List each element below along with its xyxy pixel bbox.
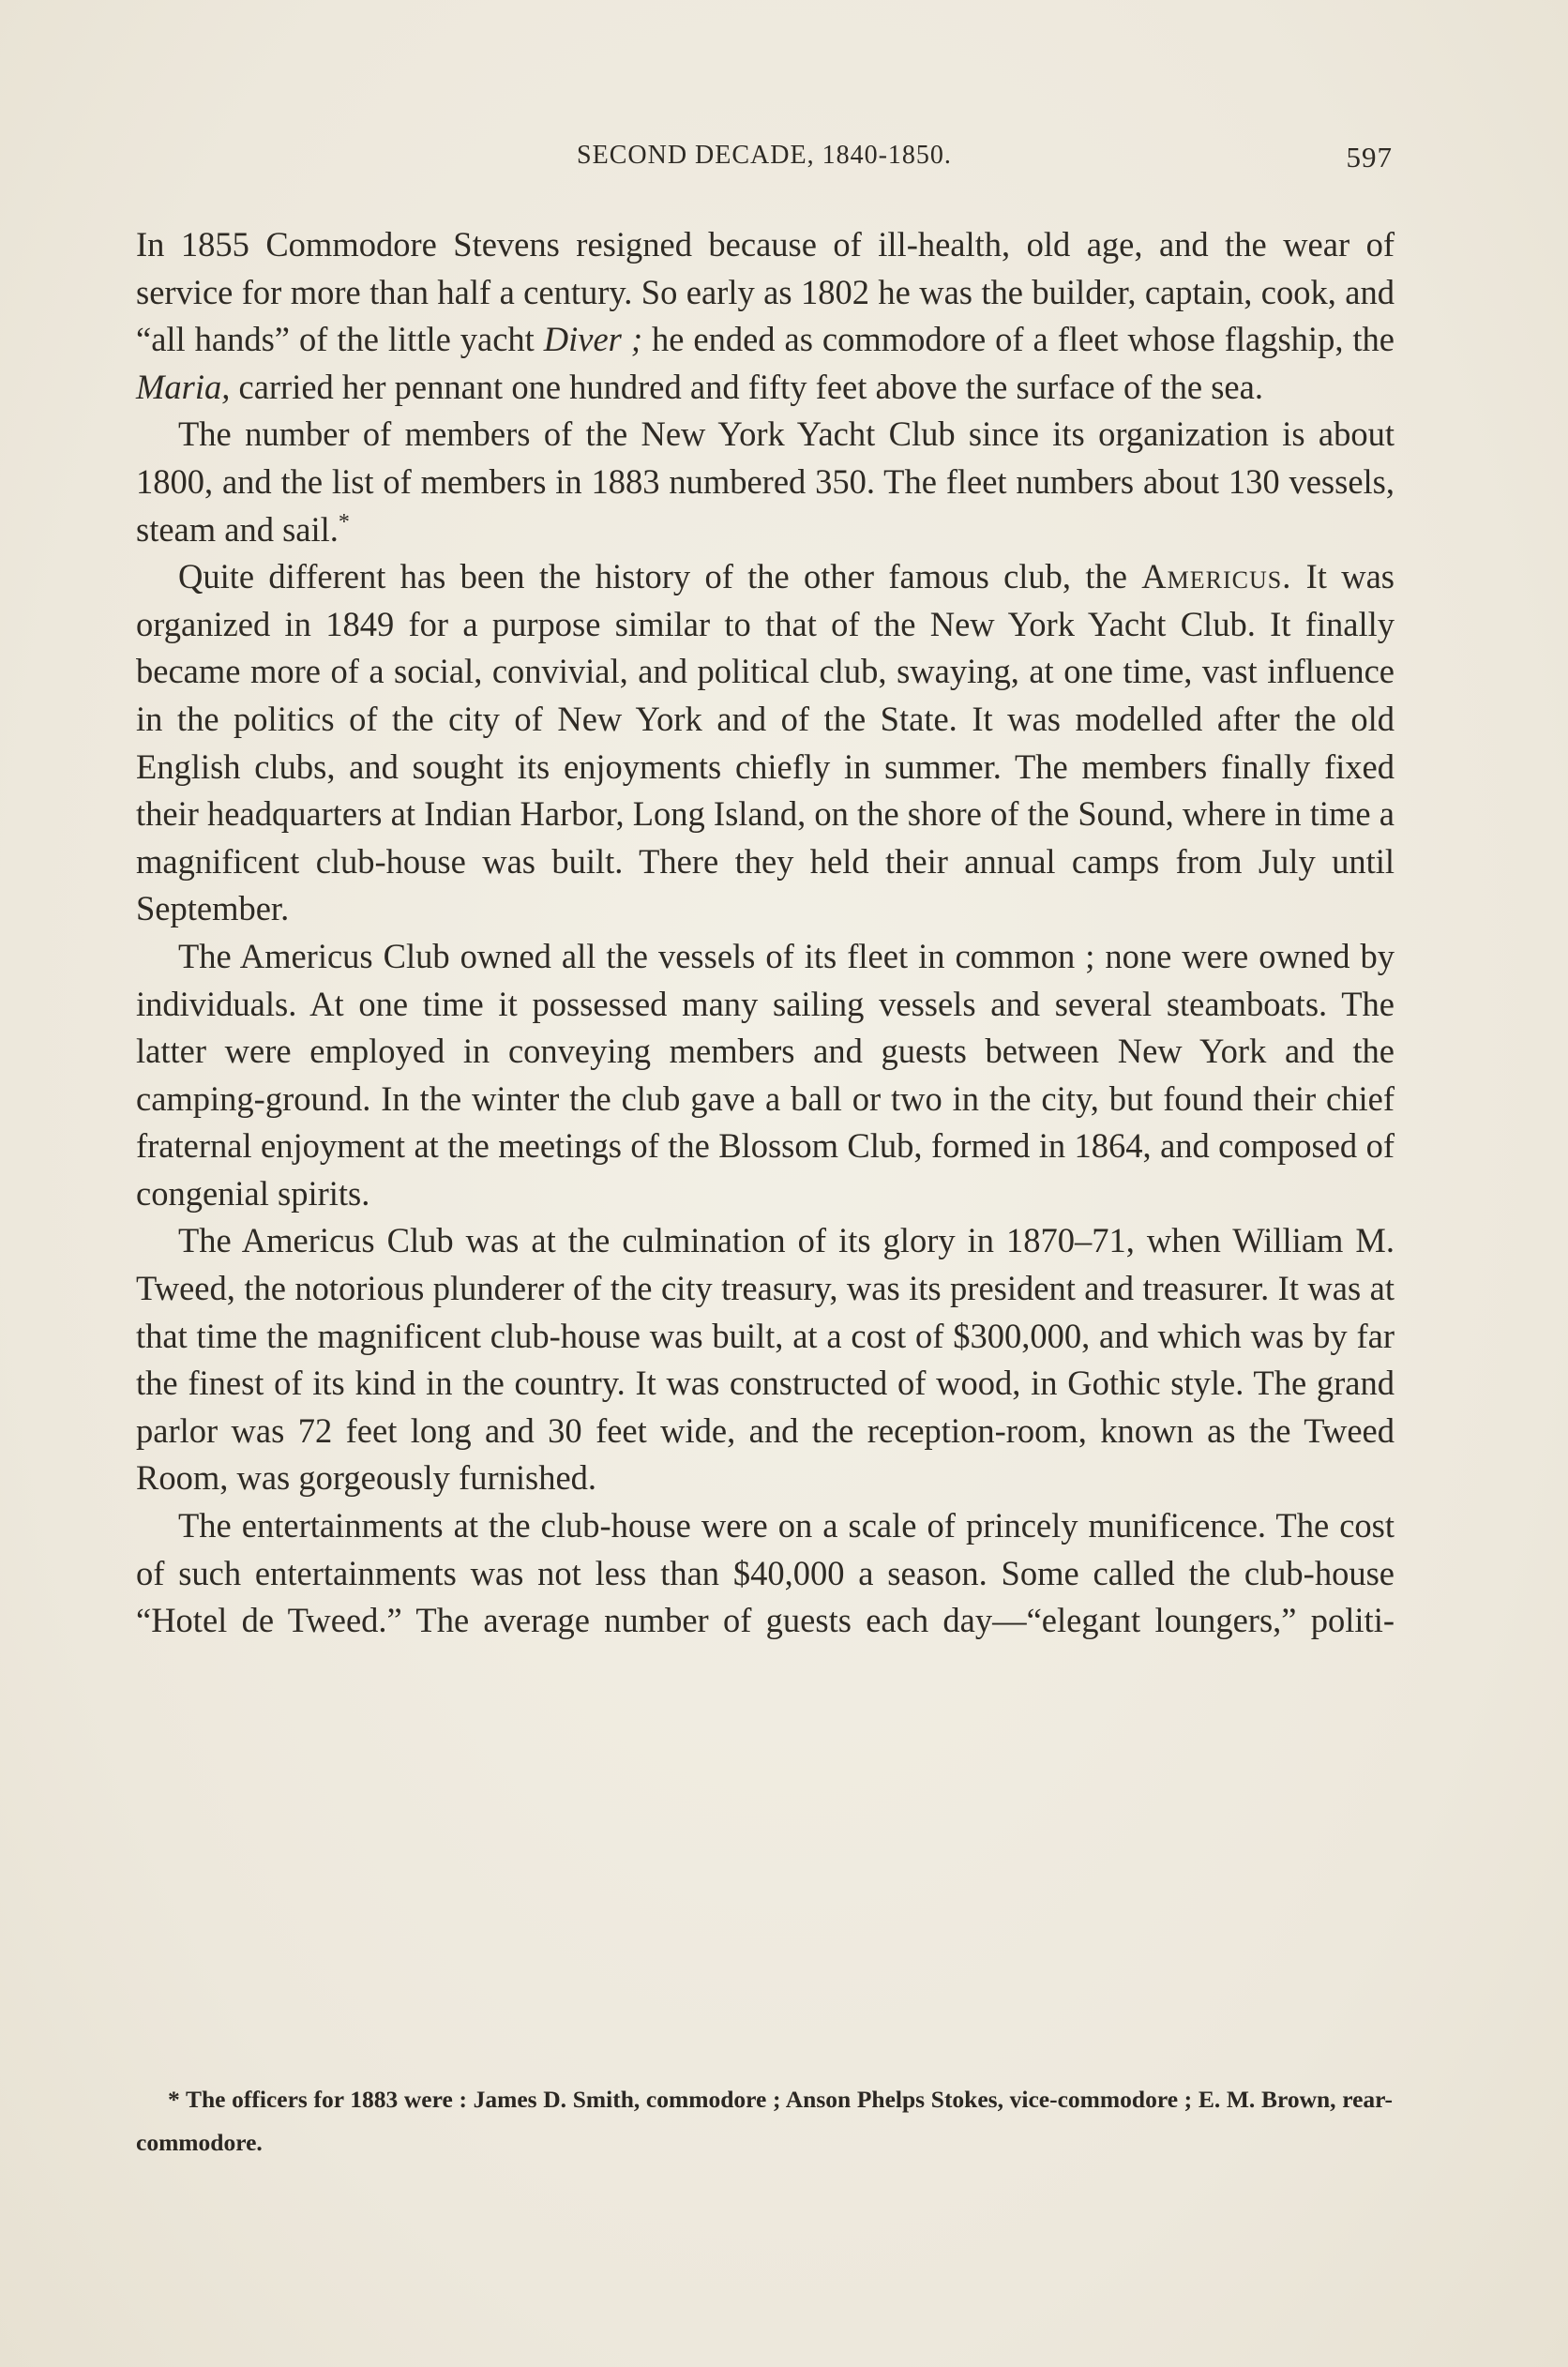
paragraph-entertainments: The entertainments at the club-house were on a scale of princely munificence. The cost of such entertainments was not less than $40,000 a season. Some called the club-house “Hotel de Tweed.” The average number of guests each day—“elegant loungers,” politi- (136, 1506, 1395, 1640)
paragraph-stevens (136, 221, 1395, 411)
paragraph-tweed: The Americus Club was at the culmination of its glory in 1870–71, when William M. Tweed, the notorious plunderer of the city treasury, was its president and treasurer. It was at that time the magnificent club-house was built, at a cost of $300,000, and which was by far the finest of its kind in the country. It was constructed of wood, in Gothic style. The grand parlor was 72 feet long and 30 feet wide, and the reception-room, known as the Tweed Room, was gorgeously furnished. (136, 1221, 1395, 1498)
paragraph-text: carried her pennant one hundred and fifty feet above the surface of the sea. (230, 367, 1263, 406)
footnote-text: * The officers for 1883 were : James D. Smith, commodore ; Anson Phelps Stokes, vice-commodore ; E. M. Brown, rear-commodore. (136, 2086, 1393, 2156)
paragraph-text: It was organized in 1849 for a purpose similar to that of the New York Yacht Club. It finally became more of a social, convivial, and political club, swaying, at one time, vast influence in the politics of the city of New York and of the State. It was modelled after the old English clubs, and sought its enjoyments chiefly in summer. The members finally fixed their headquarters at Indian Harbor, Long Island, on the shore of the Sound, where in time a magnificent club-house was built. There they held their annual camps from July until September. (136, 557, 1395, 928)
running-title: SECOND DECADE, 1840-1850. (577, 141, 952, 170)
footnote-marker: * (338, 509, 350, 535)
page-number: 597 (1346, 141, 1393, 173)
body-text (136, 221, 1395, 1645)
footnote (136, 2078, 1393, 2164)
paragraph-americus-club (136, 553, 1395, 933)
paragraph-text: The number of members of the New York Yacht Club since its organization is about 1800, and the list of members in 1883 numbered 350. The fleet numbers about 130 vessels, steam and sail. (136, 415, 1395, 549)
paragraph-text: he ended as commodore of a fleet whose flagship, the (642, 320, 1395, 359)
paragraph-text: In 1855 Commodore Stevens resigned because of ill-health, old age, and the wear of service for more than half a century. So early as 1802 he was the builder, captain, cook, and “all hands” of the little yacht (136, 225, 1395, 359)
paragraph-membership (136, 411, 1395, 553)
vessel-name-diver: Diver ; (543, 320, 642, 359)
vessel-name-maria: Maria, (136, 367, 231, 406)
running-header (136, 141, 1393, 182)
paragraph-text: Quite different has been the history of the other famous club, the (178, 557, 1142, 596)
paragraph-fleet: The Americus Club owned all the vessels of its fleet in common ; none were owned by individuals. At one time it possessed many sailing vessels and several steamboats. The latter were employed in conveying members and guests between New York and the camping-ground. In the winter the club gave a ball or two in the city, but found their chief fraternal enjoyment at the meetings of the Blossom Club, formed in 1864, and composed of congenial spirits. (136, 936, 1395, 1213)
club-name-americus: Americus. (1141, 557, 1292, 596)
